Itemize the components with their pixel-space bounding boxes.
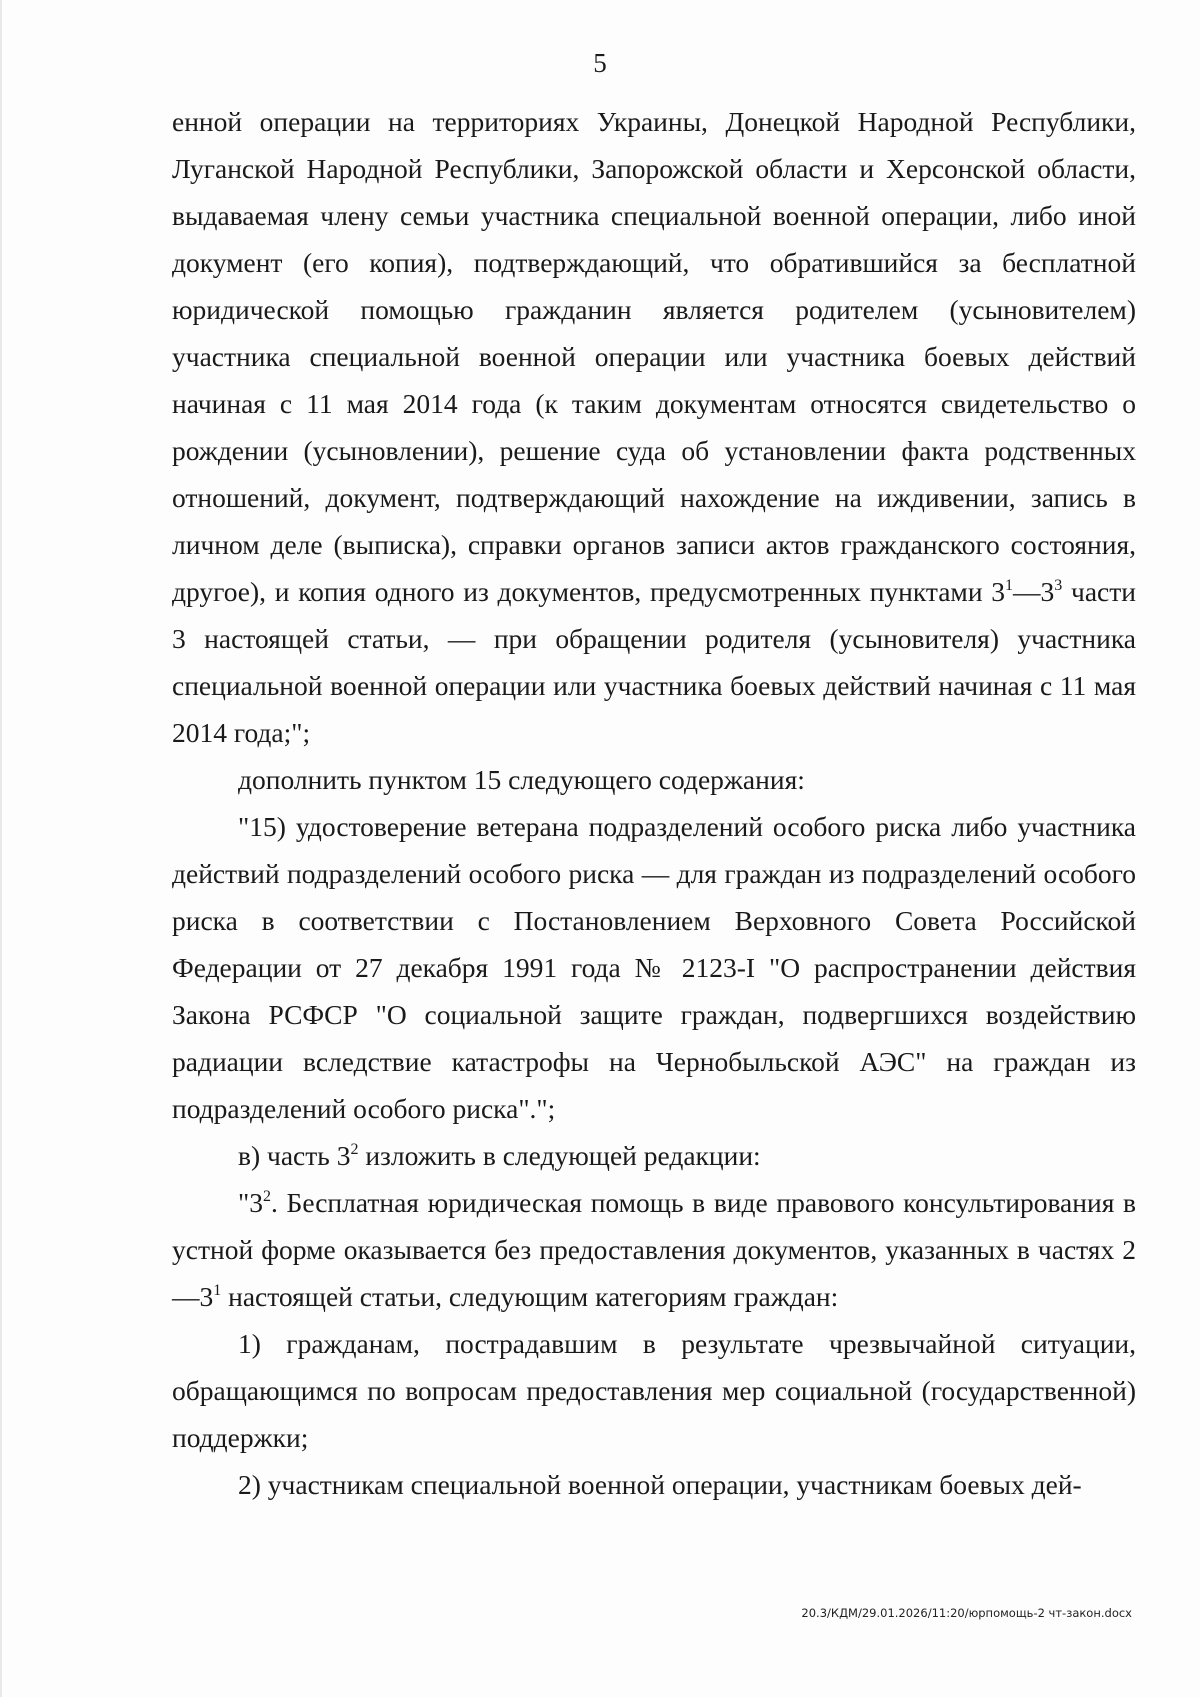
- superscript: 1: [213, 1282, 222, 1299]
- paragraph-6: 1) гражданам, пострадавшим в результате чрезвычайной ситуации, обращающимся по вопросам предоставления мер социальной (государственной) поддержки;: [172, 1328, 1136, 1453]
- paragraph-2: дополнить пунктом 15 следующего содержания:: [238, 764, 805, 795]
- paragraph-5: "$3^2$. Бесплатная юридическая помощь в виде правового консультирования в устной форме оказывается без предоставления документов, указанных в частях $2—3^1$ настоящей статьи, следующим категориям граждан:: [172, 1187, 1136, 1312]
- superscript: 3: [1054, 577, 1063, 594]
- page-number: 5: [593, 48, 607, 78]
- superscript: 2: [262, 1188, 271, 1205]
- paragraph-7: 2) участникам специальной военной операции, участникам боевых дей-: [238, 1469, 1082, 1500]
- file-path-footer: 20.3/КДМ/29.01.2026/11:20/юрпомощь-2 чт-закон.docx: [801, 1606, 1132, 1620]
- paragraph-3: "15) удостоверение ветерана подразделений особого риска либо участника действий подразделений особого риска — для граждан из подразделений особого риска в соответствии с Постановлением Верховного Совета Российской Федерации от 27 декабря 1991 года № 2123-I "О распространении действия Закона РСФСР "О социальной защите граждан, подвергшихся воздействию радиации вследствие катастрофы на Чернобыльской АЭС" на граждан из подразделений особого риска".";: [172, 811, 1136, 1124]
- scan-edge: [0, 0, 2, 1697]
- superscript: 1: [1005, 577, 1014, 594]
- document-body: [172, 98, 1136, 1508]
- superscript: 2: [350, 1141, 359, 1158]
- paragraph-1: енной операции на территориях Украины, Донецкой Народной Республики, Луганской Народной Республики, Запорожской области и Херсонской области, выдаваемая члену семьи участника специальной военной операции, либо иной документ (его копия), подтверждающий, что обратившийся за бесплатной юридической помощью гражданин является родителем (усыновителем) участника специальной военной операции или участника боевых действий начиная с 11 мая 2014 года (к таким документам относятся свидетельство о рождении (усыновлении), решение суда об установлении факта родственных отношений, документ, подтверждающий нахождение на иждивении, запись в личном деле (выписка), справки органов записи актов гражданского состояния, другое), и копия одного из документов, предусмотренных пунктами $3^1—3^3$ части 3 настоящей статьи, — при обращении родителя (усыновителя) участника специальной военной операции или участника боевых действий начиная с 11 мая 2014 года;";: [172, 106, 1136, 748]
- paragraph-4: в) часть $3^2$ изложить в следующей редакции:: [238, 1140, 761, 1171]
